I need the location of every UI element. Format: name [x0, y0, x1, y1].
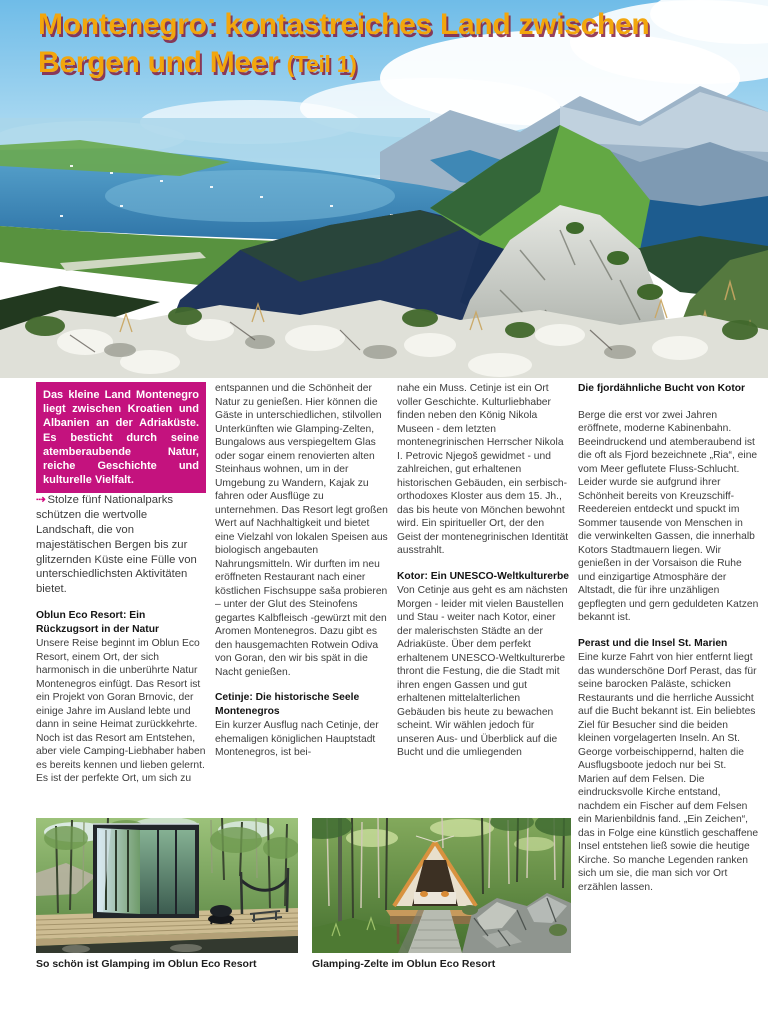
- hero-photo-kotor-bay: [0, 0, 768, 378]
- paragraph: Eine kurze Fahrt von hier entfernt liegt das wunderschöne Dorf Perast, das für seine barocken Paläste, schicken Restaurants und die herrliche Aussicht auf die Bucht bekannt ist. Ein beliebtes Ziel für Besucher sind die beiden kleinen vorgelagerten Inseln. An St. George vorbeischippernd, halten die Ausflugsboote jedoch nur bei St. Marien auf dem Felsen. Die eindrucksvolle Kirche entstand, nachdem ein Fischer auf dem Felsen ein Marienbildnis fand. „Ein Zeichen“, das in Folge eine künstlich geschaffene Insel entstehen ließ sowie die heutige Kirche. So manche Legenden ranken sich um sie, die man sich vor Ort erzählen lassen.: [578, 652, 759, 893]
- paragraph: Von Cetinje aus geht es am nächsten Morgen - leider mit vielen Baustellen und Stau - weiter nach Kotor, einer der malerischsten Städte an der Adriaküste. Über dem perfekt erhaltenem UNESCO-Weltkulturerbe thront die Festung, die die Stadt mit ihren engen Gassen und gut erhaltenen mittelalterlichen Gebäuden bis heute zu bewachen scheint. Wir wählen jedoch für unseren Aus- und Überblick auf die Bucht und die umliegenden: [397, 585, 568, 758]
- paragraph: Berge die erst vor zwei Jahren eröffnete, moderne Kabinenbahn. Beeindruckend und atemberaubend ist die oft als Fjord bezeichnete „Ria“, eine vom Meer geflutete Fluss-Schlucht. Leider wurde sie aufgrund ihrer Schönheit bereits von Kreuzschiff-Reedereien entdeckt und spuckt im Sommer tausende von Menschen in die verwinkelten Gassen, die innerhalb Kotors Stadtmauern liegen. Wir genießen in der Vorsaison die Ruhe und einzigartige Atmosphäre der Altstadt, die für ihre unzähligen gepflegten und gern geduldeten Katzen bekannt ist.: [578, 409, 759, 623]
- page-title-line1: Montenegro: kontastreiches Land zwischen: [38, 8, 650, 41]
- column-4: [578, 382, 759, 894]
- dashed-arrow-icon: ⇢: [36, 494, 46, 507]
- page-title-line2: Bergen und Meer (Teil 1): [38, 46, 357, 79]
- mirror-cube-photo: [36, 818, 298, 953]
- heading-cetinje: Cetinje: Die historische Seele Montenegros: [215, 692, 360, 717]
- paragraph: nahe ein Muss. Cetinje ist ein Ort voller Geschichte. Kulturliebhaber finden neben den König Nikola Museen - dem letzten montenegrinischen Herrscher Nikola I. Petrovic Njegoš gewidmet - und zahlreichen, gut erhaltenen historischen Gebäuden, ein serbisch-orthodoxes Kloster aus dem 15. Jh., das bis heute von Mönchen bewohnt wird. Ein spiritueller Ort, der den Geist der montenegrinischen Identität ausstrahlt.: [397, 383, 569, 556]
- intro-box: Das kleine Land Montenegro liegt zwischen Kroatien und Albanien an der Adriaküste. Es besticht durch seine atemberaubende Natur, reiche Geschichte und kulturelle Vielfalt.: [36, 382, 206, 493]
- heading-oblun-eco-resort: Oblun Eco Resort: Ein Rückzugsort in der Natur: [36, 610, 160, 635]
- photo-caption-1: So schön ist Glamping im Oblun Eco Resort: [36, 958, 257, 970]
- lead-paragraph: [36, 493, 206, 597]
- photo-caption-2: Glamping-Zelte im Oblun Eco Resort: [312, 958, 496, 970]
- paragraph: entspannen und die Schönheit der Natur zu genießen. Hier können die Gäste in unterschiedlichen, stilvollen Unterkünften wie Glamping-Zelten, Bungalows aus verspiegeltem Glas oder sogar einem renovierten alten Steinhaus wohnen, um in der Umgebung zu Wandern, Kajak zu fahren oder Ausflüge zu unternehmen. Das Resort legt großen Wert auf Nachhaltigkeit und bietet eine Vielzahl von lokalen Speisen aus biologisch angebauten Nahrungsmitteln. Wir durften im neu eröffneten Restaurant nach einer köstlichen Fischsuppe saša probieren – unter der Glut des Steinofens gegartes Kalbfleisch -gewürzt mit den Aromen Montenegros. Dazu gibt es den hausgemachten Rotwein Odiva von Goran, den wir bis spät in die Nacht genießen.: [215, 383, 388, 678]
- heading-bucht-von-kotor: Die fjordähnliche Bucht von Kotor: [578, 383, 746, 394]
- heading-kotor: Kotor: Ein UNESCO-Weltkulturerbe: [397, 570, 570, 582]
- glamping-tent-photo: [312, 818, 571, 953]
- paragraph: Unsere Reise beginnt im Oblun Eco Resort, einem Ort, der sich harmonisch in die unberührte Natur Montenegros einfügt. Das Resort ist ein Projekt von Goran Brnovic, der einige Jahre im Ausland lebte und dann in seine Heimat zurückkehrte. Noch ist das Resort am Entstehen, aber viele Camping-Liebhaber haben es bereits kennen und lieben gelernt. Es ist der perfekte Ort, um sich zu: [36, 638, 206, 784]
- page-title-part: (Teil 1): [286, 51, 357, 77]
- page-title: [38, 6, 649, 83]
- heading-perast: Perast und die Insel St. Marien: [578, 637, 728, 649]
- paragraph: Ein kurzer Ausflug nach Cetinje, der ehemaligen königlichen Hauptstadt Montenegros, ist bei-: [215, 720, 379, 758]
- lead-text: Stolze fünf Nationalparks schützen die wertvolle Landschaft, die von majestätischen Bergen bis zur glitzernden Küste eine Fülle von unterschiedlichsten Aktivitäten bietet.: [36, 494, 197, 596]
